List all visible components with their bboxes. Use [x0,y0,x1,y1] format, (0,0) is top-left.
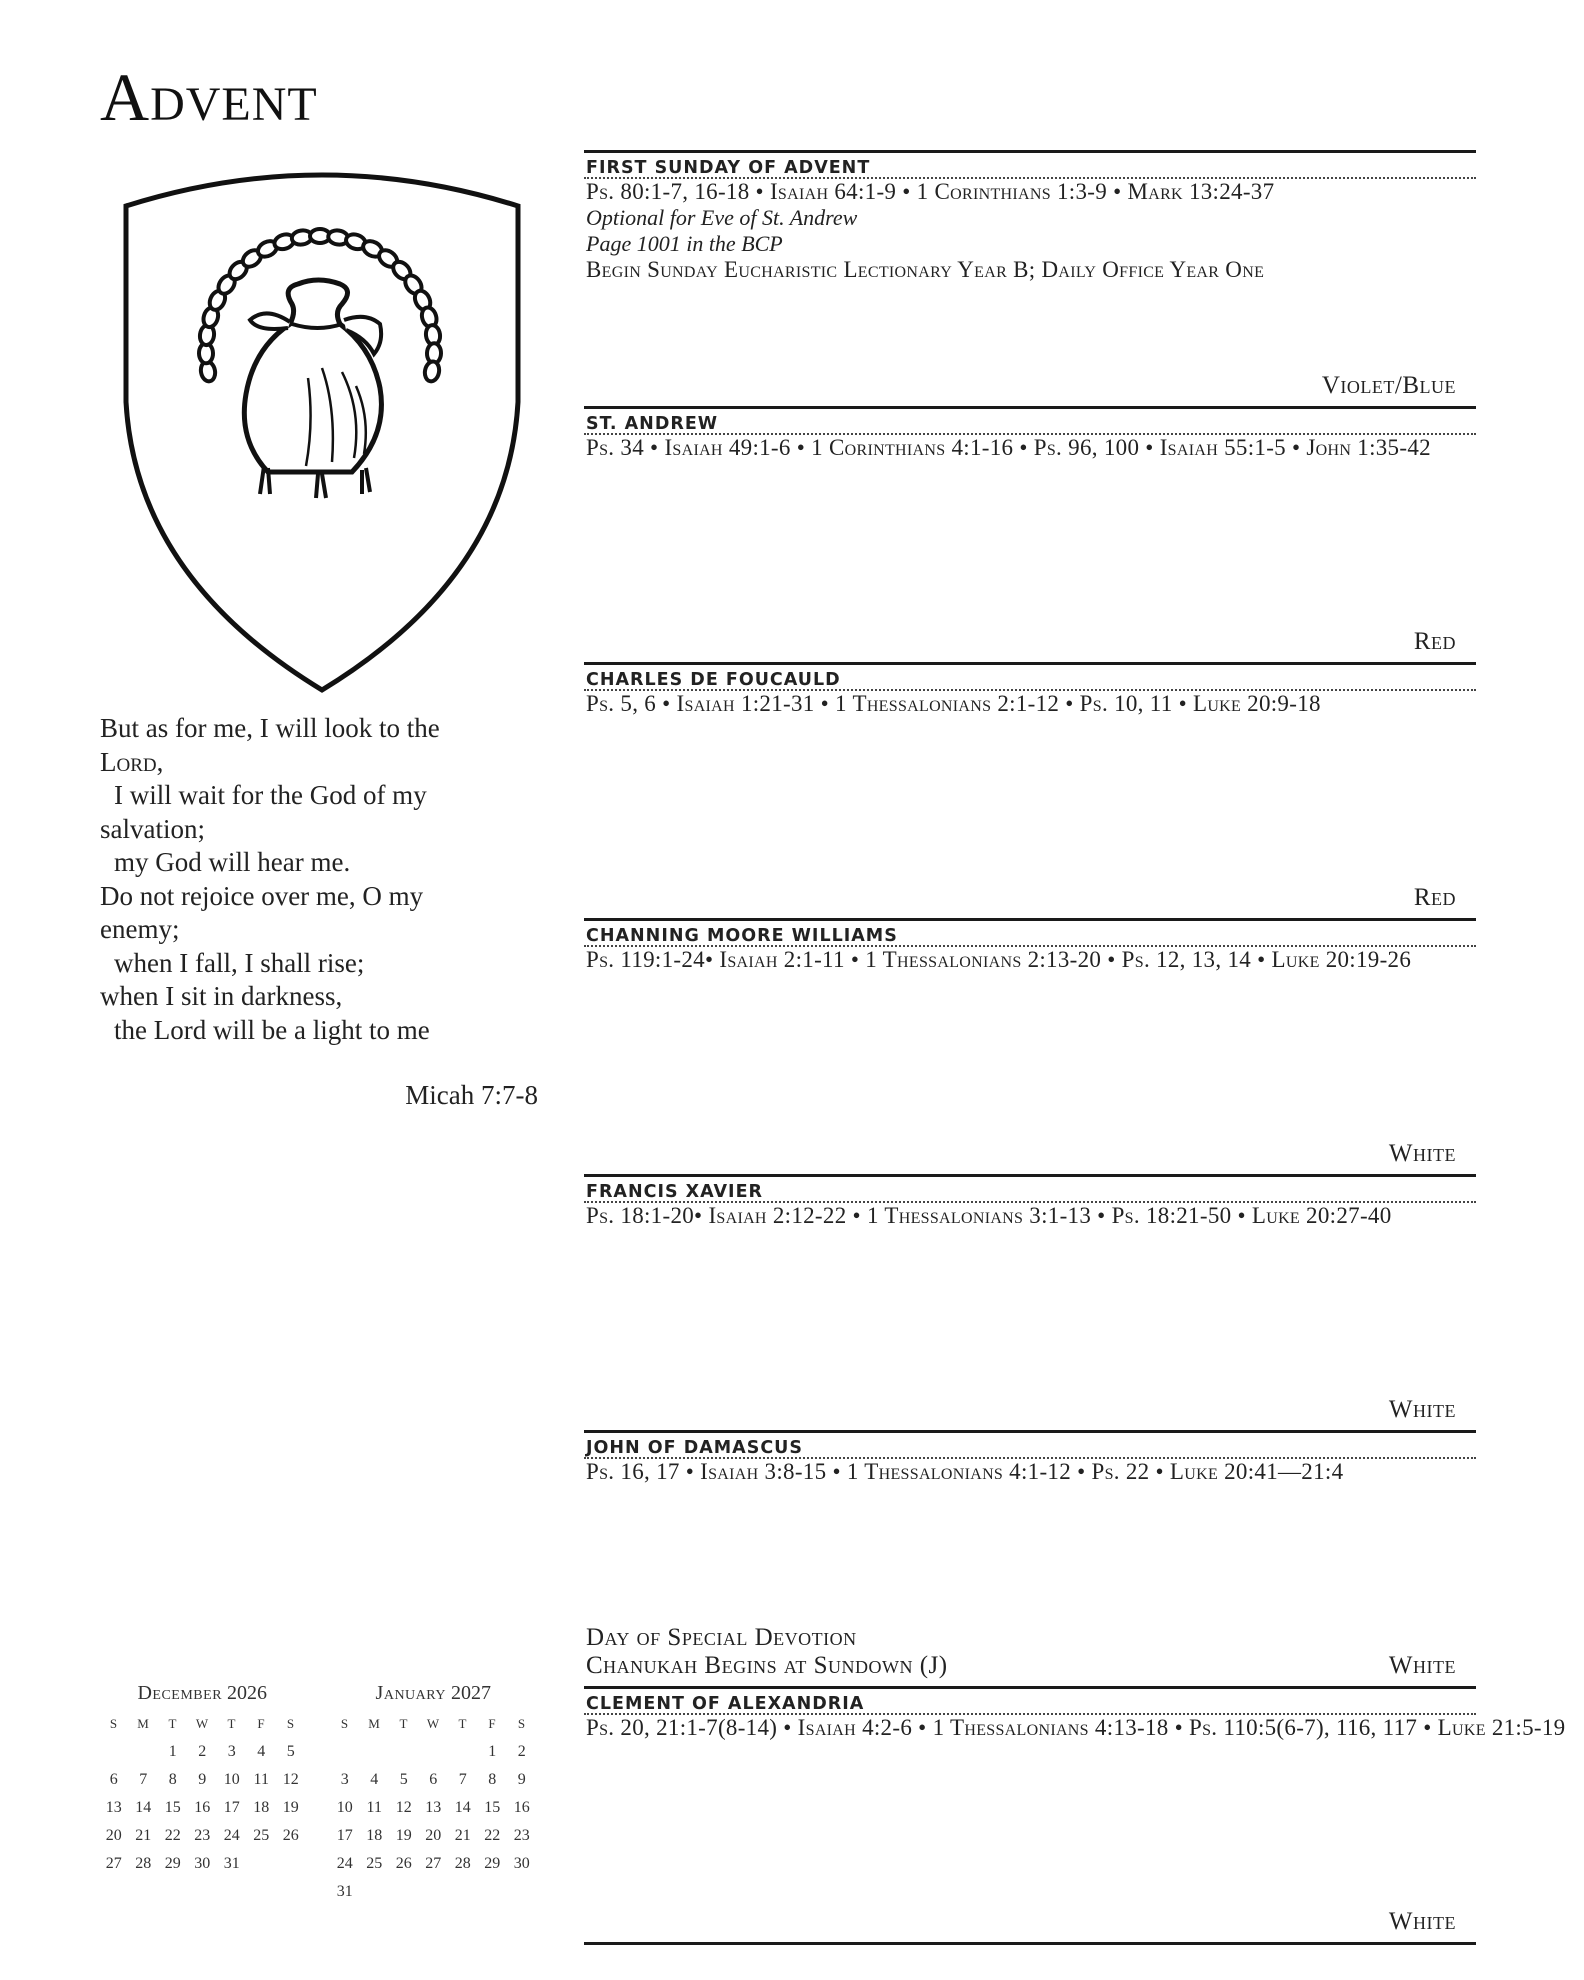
lectionary-entry [584,1174,1476,1229]
entry-readings [584,1715,1566,1741]
verse-line: I will wait for the God of my [114,780,427,810]
calendar-day: 4 [257,1743,266,1760]
calendar-day [360,1881,390,1903]
calendar-weekday: T [227,1716,236,1731]
calendar-month: January [375,1682,446,1704]
calendar-day: 13 [105,1799,122,1816]
calendar-title [99,1682,306,1705]
calendar-day: 25 [253,1827,270,1844]
calendar-day: 20 [425,1827,442,1844]
lectionary-note: Begin Sunday Eucharistic Lectionary Year B; Daily Office Year One [586,257,1265,282]
calendar-year: 2026 [227,1682,268,1704]
calendar-day: 3 [227,1743,236,1760]
special-devotion-note [586,1624,948,1680]
calendar-day [389,1741,419,1763]
calendar-day: 16 [194,1799,211,1816]
calendar-day: 2 [517,1743,526,1760]
calendar-day: 21 [454,1827,471,1844]
calendar-weekday: T [168,1716,177,1731]
calendar-day: 9 [198,1771,207,1788]
lectionary-entry [584,918,1476,973]
calendar-december-2026 [99,1682,306,1875]
readings-line: Ps. 80:1-7, 16-18 • Isaiah 64:1-9 • 1 Corinthians 1:3-9 • Mark 13:24-37 [586,179,1275,204]
calendar-day [129,1741,159,1763]
bottom-rule [584,1942,1476,1945]
calendar-day: 26 [282,1827,299,1844]
calendar-day: 18 [366,1827,383,1844]
feast-name: CLEMENT OF ALEXANDRIA [586,1694,865,1714]
verse-line: when I fall, I shall rise; [114,947,365,978]
verse-citation: Micah 7:7-8 [405,1080,538,1110]
calendar-day: 22 [484,1827,501,1844]
feast-name: CHARLES DE FOUCAULD [586,670,841,690]
calendar-day: 22 [164,1827,181,1844]
calendar-day: 9 [517,1771,526,1788]
calendar-day [360,1741,390,1763]
calendar-grid [99,1713,306,1875]
calendar-day: 31 [223,1855,240,1872]
readings-line: Ps. 5, 6 • Isaiah 1:21-31 • 1 Thessalonians 2:1-12 • Ps. 10, 11 • Luke 20:9-18 [586,691,1321,716]
lectionary-entry [584,406,1476,461]
liturgical-color: White [1388,1396,1456,1423]
calendar-weekday: M [368,1716,381,1731]
verse-line: my God will hear me. [114,847,351,877]
calendar-day: 16 [513,1799,530,1816]
calendar-day: 3 [340,1771,349,1788]
calendar-day: 8 [168,1771,177,1788]
calendar-day: 7 [139,1771,148,1788]
calendar-day [389,1881,419,1903]
calendar-day: 18 [253,1799,270,1816]
calendar-day [478,1881,508,1903]
verse-line: But as for me, I will look to the [100,713,440,743]
calendar-day: 5 [286,1743,295,1760]
calendar-day [419,1741,449,1763]
calendar-day: 23 [194,1827,211,1844]
calendar-weekday: S [286,1716,295,1731]
calendar-day: 27 [425,1855,442,1872]
calendar-day [507,1881,537,1903]
calendar-day: 15 [484,1799,501,1816]
calendar-day: 12 [282,1771,299,1788]
page-title: Advent [100,59,318,135]
calendar-day [99,1741,129,1763]
calendar-day: 31 [336,1883,353,1900]
entry-readings [584,179,1476,283]
liturgical-color: White [1388,1908,1456,1935]
devotion-line: Day of Special Devotion [586,1624,857,1651]
calendar-day: 27 [105,1855,122,1872]
liturgical-color: Violet/Blue [1321,372,1456,399]
calendar-day: 28 [135,1855,152,1872]
lectionary-entry [584,150,1476,283]
calendar-day [419,1881,449,1903]
calendar-day: 25 [366,1855,383,1872]
calendar-day: 24 [223,1827,240,1844]
verse-line: the Lord will be a light to me [114,1014,430,1045]
calendar-day: 17 [223,1799,240,1816]
calendar-january-2027 [330,1682,537,1903]
entry-note: Page 1001 in the BCP [586,231,783,256]
verse-line: when I sit in darkness, [100,981,343,1011]
devotion-line: Chanukah Begins at Sundown (J) [586,1652,948,1679]
lectionary-entry [584,662,1476,717]
verse-line: Do not rejoice over me, O my [100,880,424,911]
calendar-day: 2 [198,1743,207,1760]
lectionary-entry [584,1686,1566,1741]
entry-readings [584,435,1476,461]
calendar-weekday: F [488,1716,497,1731]
readings-line: Ps. 20, 21:1-7(8-14) • Isaiah 4:2-6 • 1 Thessalonians 4:13-18 • Ps. 110:5(6-7), 116, 117 • Luke 21:5-19 [586,1715,1566,1740]
calendar-day: 29 [164,1855,181,1872]
calendar-day: 24 [336,1855,353,1872]
readings-line: Ps. 16, 17 • Isaiah 3:8-15 • 1 Thessalonians 4:1-12 • Ps. 22 • Luke 20:41—21:4 [586,1459,1344,1484]
calendar-day: 11 [253,1771,269,1788]
calendar-day: 5 [399,1771,408,1788]
calendar-day: 8 [488,1771,497,1788]
liturgical-color: White [1388,1140,1456,1167]
calendar-weekday: S [340,1716,349,1731]
readings-line: Ps. 18:1-20• Isaiah 2:12-22 • 1 Thessalonians 3:1-13 • Ps. 18:21-50 • Luke 20:27-40 [586,1203,1392,1228]
calendar-day: 30 [194,1855,211,1872]
calendar-day: 1 [168,1743,177,1760]
feast-name: JOHN OF DAMASCUS [586,1438,803,1458]
calendar-weekday: W [195,1716,209,1731]
entry-readings [584,1459,1476,1485]
calendar-day: 11 [366,1799,382,1816]
calendar-day [247,1853,277,1875]
calendar-day: 12 [395,1799,412,1816]
calendar-day: 13 [425,1799,442,1816]
calendar-month: December [137,1682,223,1704]
readings-line: Ps. 34 • Isaiah 49:1-6 • 1 Corinthians 4:1-16 • Ps. 96, 100 • Isaiah 55:1-5 • John 1:35-42 [586,435,1431,460]
calendar-day: 10 [336,1799,353,1816]
verse-line: Lord, [100,746,164,777]
calendar-weekday: F [257,1716,266,1731]
calendar-title [330,1682,537,1705]
calendar-day: 4 [370,1771,379,1788]
calendar-day: 21 [135,1827,152,1844]
liturgical-color: White [1388,1652,1456,1679]
calendar-day: 6 [109,1771,118,1788]
calendar-weekday: W [426,1716,440,1731]
calendar-year: 2027 [450,1682,491,1704]
liturgical-color: Red [1413,628,1456,655]
calendar-day: 14 [454,1799,471,1816]
calendar-day: 29 [484,1855,501,1872]
calendar-weekday: T [399,1716,408,1731]
calendar-day: 14 [135,1799,152,1816]
entry-readings [584,1203,1476,1229]
calendar-day: 20 [105,1827,122,1844]
scripture-verse [100,712,540,1047]
calendar-day: 19 [395,1827,412,1844]
calendar-day [330,1741,360,1763]
shield-with-money-bag-icon [118,172,526,698]
calendar-weekday: S [109,1716,118,1731]
feast-name: FIRST SUNDAY OF ADVENT [586,158,871,178]
calendar-day [448,1881,478,1903]
calendar-day: 23 [513,1827,530,1844]
entry-readings [584,691,1476,717]
calendar-day [448,1741,478,1763]
calendar-grid [330,1713,537,1903]
calendar-day: 6 [429,1771,438,1788]
calendar-day: 15 [164,1799,181,1816]
calendar-day: 7 [458,1771,467,1788]
lectionary-entry [584,1430,1476,1485]
feast-name: FRANCIS XAVIER [586,1182,764,1202]
calendar-day: 19 [282,1799,299,1816]
calendar-day: 17 [336,1827,353,1844]
calendar-weekday: M [137,1716,150,1731]
calendar-day: 1 [488,1743,497,1760]
feast-name: ST. ANDREW [586,414,719,434]
calendar-day: 26 [395,1855,412,1872]
feast-name: CHANNING MOORE WILLIAMS [586,926,898,946]
calendar-day: 30 [513,1855,530,1872]
readings-line: Ps. 119:1-24• Isaiah 2:1-11 • 1 Thessalonians 2:13-20 • Ps. 12, 13, 14 • Luke 20:19-26 [586,947,1412,972]
verse-line: enemy; [100,914,180,944]
entry-note: Optional for Eve of St. Andrew [586,205,858,230]
calendar-day: 28 [454,1855,471,1872]
calendar-weekday: T [458,1716,467,1731]
verse-line: salvation; [100,813,205,844]
calendar-day [276,1853,306,1875]
liturgical-color: Red [1413,884,1456,911]
entry-readings [584,947,1476,973]
calendar-weekday: S [517,1716,526,1731]
calendar-day: 10 [223,1771,240,1788]
